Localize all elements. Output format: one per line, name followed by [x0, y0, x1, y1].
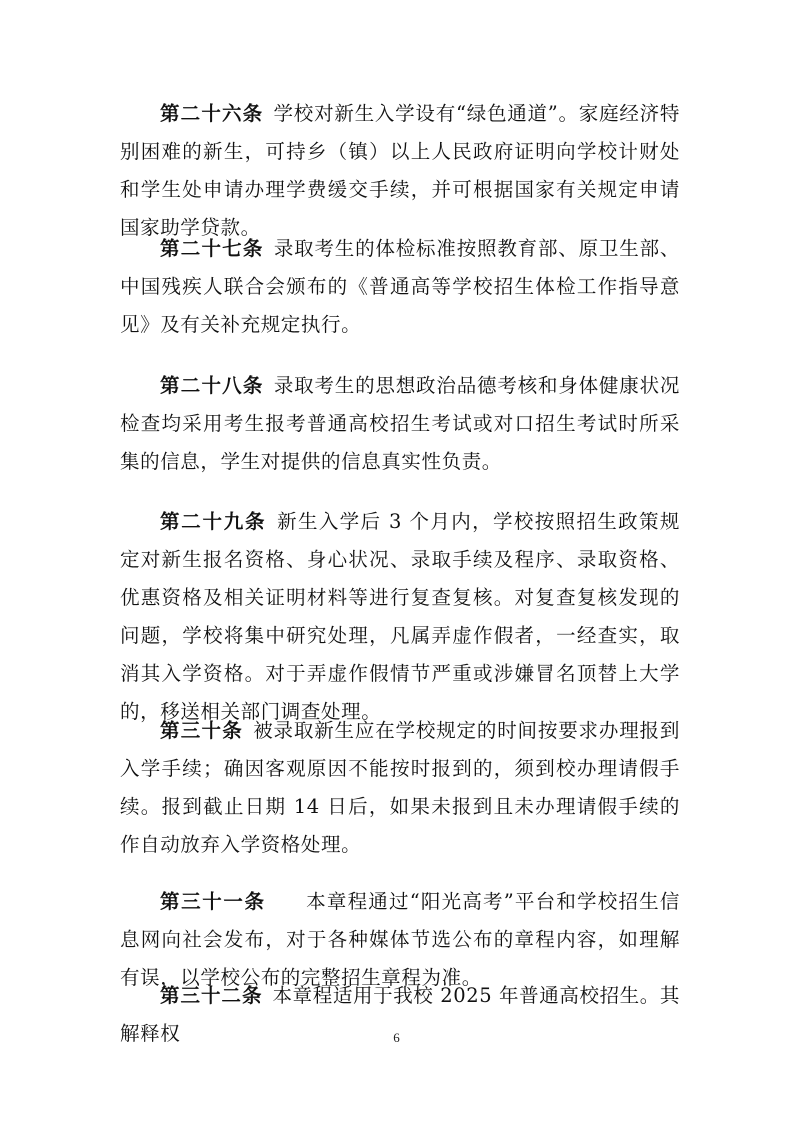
page-number: 6	[393, 1030, 400, 1045]
article-32-text: 本章程适用于我校 2025 年普通高校招生。其解释权	[120, 984, 680, 1045]
article-31-label: 第三十一条	[160, 890, 266, 913]
article-31-text: 本章程通过“阳光高考”平台和学校招生信息网向社会发布，对于各种媒体节选公布的章程内容，如理解有误，以学校公布的完整招生章程为准。	[120, 890, 680, 989]
article-29-label: 第二十九条	[160, 510, 267, 533]
article-26	[120, 95, 680, 247]
article-30-label: 第三十条	[160, 719, 243, 742]
article-29	[120, 503, 680, 731]
article-26-text: 学校对新生入学设有“绿色通道”。家庭经济特别困难的新生，可持乡（镇）以上人民政府证明向学校计财处和学生处申请办理学费缓交手续，并可根据国家有关规定申请国家助学贷款。	[120, 102, 680, 239]
article-28	[120, 367, 680, 481]
article-30	[120, 712, 680, 864]
article-26-label: 第二十六条	[160, 102, 264, 125]
article-32-label: 第三十二条	[160, 984, 263, 1007]
article-27-label: 第二十七条	[160, 237, 264, 260]
article-30-text: 被录取新生应在学校规定的时间按要求办理报到入学手续；确因客观原因不能按时报到的，须到校办理请假手续。报到截止日期 14 日后，如果未报到且未办理请假手续的作自动放弃入学资格处理。	[120, 719, 680, 856]
article-27	[120, 230, 680, 344]
article-27-text: 录取考生的体检标准按照教育部、原卫生部、中国残疾人联合会颁布的《普通高等学校招生体检工作指导意见》及有关补充规定执行。	[120, 237, 680, 336]
article-28-text: 录取考生的思想政治品德考核和身体健康状况检查均采用考生报考普通高校招生考试或对口招生考试时所采集的信息，学生对提供的信息真实性负责。	[120, 374, 680, 473]
article-29-text: 新生入学后 3 个月内，学校按照招生政策规定对新生报名资格、身心状况、录取手续及程序、录取资格、优惠资格及相关证明材料等进行复查复核。对复查复核发现的问题，学校将集中研究处理，凡属弄虚作假者，一经查实，取消其入学资格。对于弄虚作假情节严重或涉嫌冒名顶替上大学的，移送相关部门调查处理。	[120, 510, 680, 723]
article-28-label: 第二十八条	[160, 374, 264, 397]
